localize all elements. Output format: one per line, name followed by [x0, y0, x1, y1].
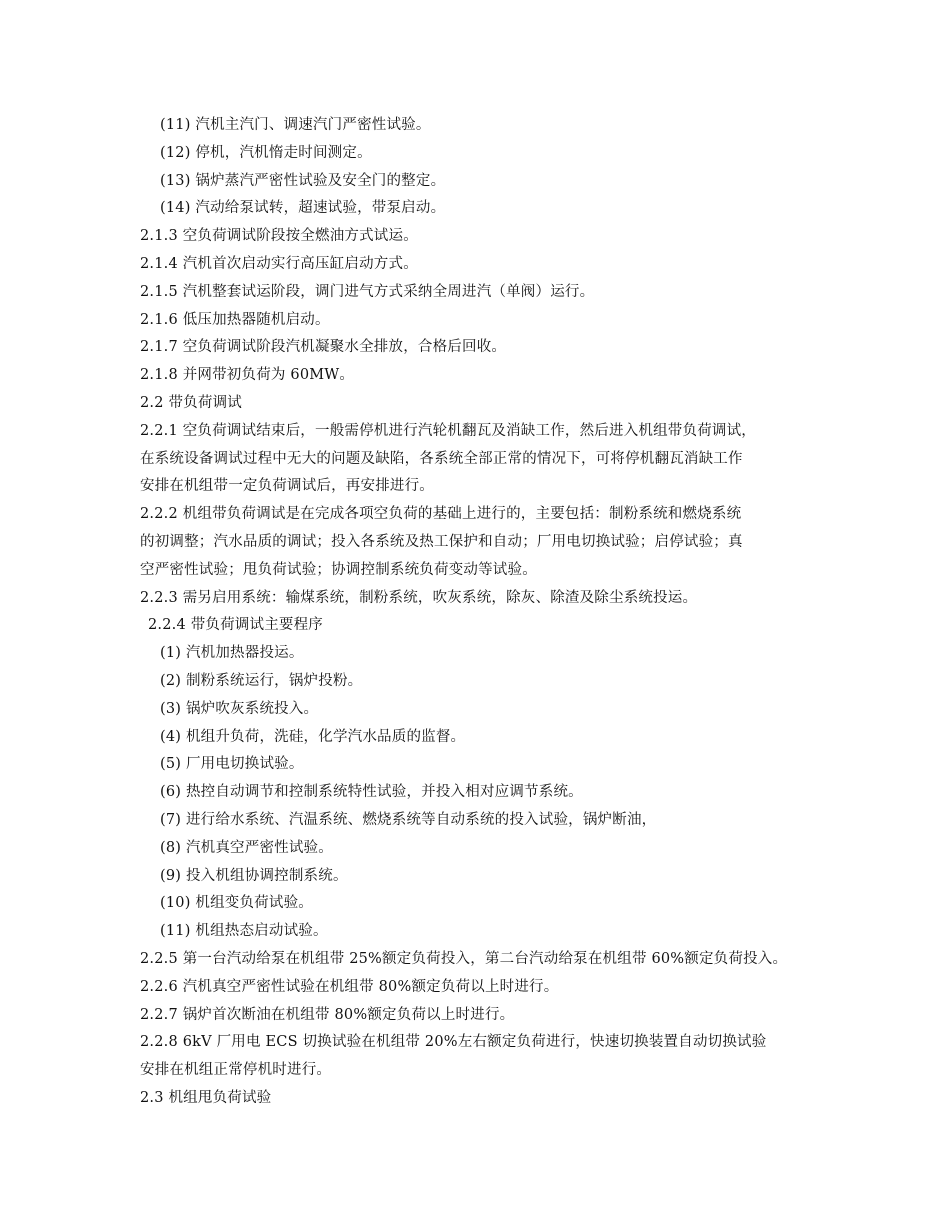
text-line: (13) 锅炉蒸汽严密性试验及安全门的整定。: [160, 172, 446, 189]
text-line: (3) 锅炉吹灰系统投入。: [160, 700, 319, 717]
text-line: (11) 汽机主汽门、调速汽门严密性试验。: [160, 117, 431, 133]
text-line: 2.1.6 低压加热器随机启动。: [140, 311, 330, 328]
text-line: 2.2.7 锅炉首次断油在机组带 80%额定负荷以上时进行。: [140, 1006, 515, 1023]
text-line: (1) 汽机加热器投运。: [160, 645, 304, 662]
text-line: 2.1.4 汽机首次启动实行高压缸启动方式。: [140, 255, 418, 272]
text-line: 2.2.5 第一台汽动给泵在机组带 25%额定负荷投入，第二台汽动给泵在机组带 60%额定负荷投入。: [140, 950, 788, 967]
text-line: (10) 机组变负荷试验。: [160, 895, 313, 912]
text-line: (4) 机组升负荷，洗硅，化学汽水品质的监督。: [160, 728, 466, 745]
text-line: 2.2.1 空负荷调试结束后，一般需停机进行汽轮机翻瓦及消缺工作，然后进入机组带负荷调试，: [140, 422, 756, 439]
text-line: (6) 热控自动调节和控制系统特性试验，并投入相对应调节系统。: [160, 784, 583, 801]
text-line: 2.1.8 并网带初负荷为 60MW。: [140, 367, 355, 384]
text-line: 2.2.2 机组带负荷调试是在完成各项空负荷的基础上进行的，主要包括：制粉系统和燃烧系统: [140, 506, 742, 523]
text-line: 2.1.3 空负荷调试阶段按全燃油方式试运。: [140, 228, 418, 245]
text-line: 2.2.3 需另启用系统：输煤系统，制粉系统，吹灰系统，除灰、除渣及除尘系统投运。: [140, 589, 698, 606]
text-line: 2.1.5 汽机整套试运阶段，调门进气方式采纳全周进汽（单阀）运行。: [140, 283, 595, 300]
text-line: (12) 停机，汽机惰走时间测定。: [160, 144, 372, 161]
text-line: (8) 汽机真空严密性试验。: [160, 839, 333, 856]
text-line: 安排在机组带一定负荷调试后，再安排进行。: [140, 478, 434, 495]
text-line: 2.2.6 汽机真空严密性试验在机组带 80%额定负荷以上时进行。: [140, 978, 559, 995]
text-line: 2.2.8 6kV 厂用电 ECS 切换试验在机组带 20%左右额定负荷进行，快速切换装置自动切换试验: [140, 1034, 767, 1051]
text-line: (2) 制粉系统运行，锅炉投粉。: [160, 672, 363, 689]
text-line: (14) 汽动给泵试转，超速试验，带泵启动。: [160, 200, 446, 217]
section-heading: 2.2 带负荷调试: [140, 394, 242, 411]
text-line: (5) 厂用电切换试验。: [160, 756, 304, 773]
section-heading: 2.3 机组甩负荷试验: [140, 1089, 272, 1106]
text-line: (9) 投入机组协调控制系统。: [160, 867, 348, 884]
text-line: 安排在机组正常停机时进行。: [140, 1062, 332, 1079]
text-line: (11) 机组热态启动试验。: [160, 923, 328, 940]
subsection-heading: 2.2.4 带负荷调试主要程序: [148, 617, 324, 634]
text-line: 的初调整；汽水品质的调试；投入各系统及热工保护和自动；厂用电切换试验；启停试验；真: [140, 533, 743, 550]
text-line: 在系统设备调试过程中无大的问题及缺陷，各系统全部正常的情况下，可将停机翻瓦消缺工作: [140, 450, 743, 467]
text-line: 空严密性试验；甩负荷试验；协调控制系统负荷变动等试验。: [140, 561, 537, 578]
document-body: [140, 112, 840, 1113]
text-line: 2.1.7 空负荷调试阶段汽机凝聚水全排放，合格后回收。: [140, 339, 507, 356]
text-line: (7) 进行给水系统、汽温系统、燃烧系统等自动系统的投入试验，锅炉断油，: [160, 811, 657, 828]
